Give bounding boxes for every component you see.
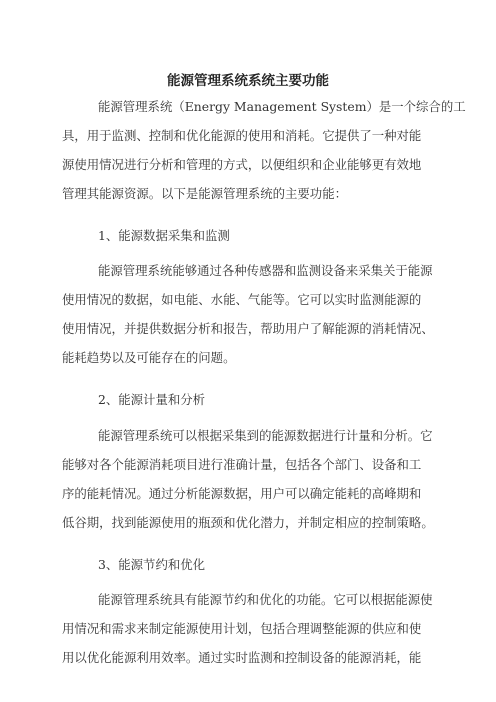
intro-line: 源使用情况进行分析和管理的方式，以便组织和企业能够更有效地 [62,157,422,172]
section-line: 能够对各个能源消耗项目进行准确计量，包括各个部门、设备和工 [62,457,422,472]
section-heading: 3、能源节约和优化 [98,557,206,572]
intro-line: 管理其能源资源。以下是能源管理系统的主要功能： [62,186,347,201]
section-line: 低谷期，找到能源使用的瓶颈和优化潜力，并制定相应的控制策略。 [62,515,434,530]
section-line: 使用情况的数据，如电能、水能、气能等。它可以实时监测能源的 [62,292,422,307]
section-line: 能源管理系统具有能源节约和优化的功能。它可以根据能源使 [98,592,433,607]
section-line: 用以优化能源利用效率。通过实时监测和控制设备的能源消耗，能 [62,650,422,665]
page-title: 能源管理系统系统主要功能 [167,73,329,89]
section-line: 用情况和需求来制定能源使用计划，包括合理调整能源的供应和使 [62,621,422,636]
section-line: 使用情况，并提供数据分析和报告，帮助用户了解能源的消耗情况、 [62,321,434,336]
section-line: 能源管理系统可以根据采集到的能源数据进行计量和分析。它 [98,428,433,443]
section-heading: 2、能源计量和分析 [98,392,206,407]
intro-line: 具，用于监测、控制和优化能源的使用和消耗。它提供了一种对能 [62,128,422,143]
section-line: 序的能耗情况。通过分析能源数据，用户可以确定能耗的高峰期和 [62,486,422,501]
section-line: 能源管理系统能够通过各种传感器和监测设备来采集关于能源 [98,263,433,278]
section-heading: 1、能源数据采集和监测 [98,228,230,243]
section-line: 能耗趋势以及可能存在的问题。 [62,350,236,365]
intro-line: 能源管理系统（Energy Management System）是一个综合的工 [98,99,466,114]
